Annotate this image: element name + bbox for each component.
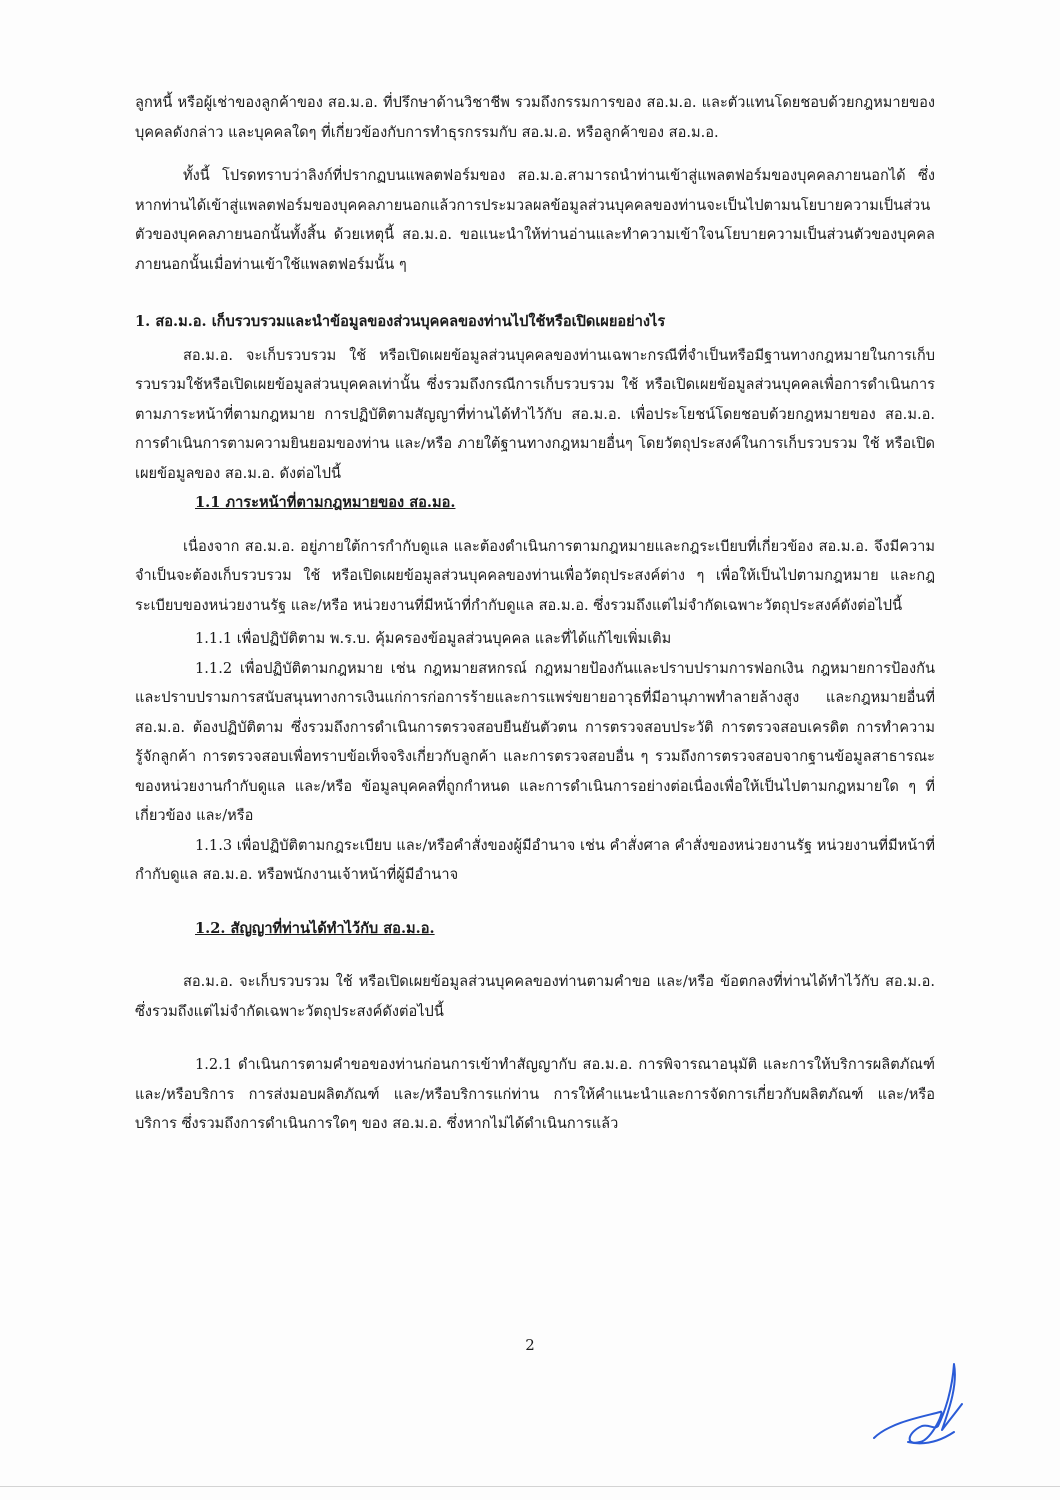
list-item: 1.1.3 เพื่อปฏิบัติตามกฎระเบียบ และ/หรือคำสั่งของผู้มีอำนาจ เช่น คำสั่งศาล คำสั่งของหน่วยงานรัฐ หน่วยงานที่มีหน้าที่กำกับดูแล สอ.ม.อ. หรือพนักงานเจ้าหน้าที่ผู้มีอำนาจ	[135, 836, 935, 883]
page-edge-line	[0, 1486, 1060, 1487]
subsection-heading: 1.1 ภาระหน้าที่ตามกฎหมายของ สอ.มอ.	[195, 494, 456, 511]
paragraph: เนื่องจาก สอ.ม.อ. อยู่ภายใต้การกำกับดูแล และต้องดำเนินการตามกฎหมายและกฎระเบียบที่เกี่ยวข้อง สอ.ม.อ. จึงมีความจำเป็นจะต้องเก็บรวบรวม ใช้ หรือเปิดเผยข้อมูลส่วนบุคคลของท่านเพื่อวัตถุประสงค์ต่าง ๆ เพื่อให้เป็นไปตามกฎหมาย และกฎระเบียบของหน่วยงานรัฐ และ/หรือ หน่วยงานที่มีหน้าที่กำกับดูแล สอ.ม.อ. ซึ่งรวมถึงแต่ไม่จำกัดเฉพาะวัตถุประสงค์ดังต่อไปนี้	[135, 537, 935, 614]
subsection-heading: 1.2. สัญญาที่ท่านได้ทำไว้กับ สอ.ม.อ.	[195, 919, 435, 937]
page-number: 2	[525, 1336, 535, 1354]
document-body	[135, 88, 935, 1139]
list-item: 1.1.1 เพื่อปฏิบัติตาม พ.ร.บ. คุ้มครองข้อมูลส่วนบุคคล และที่ได้แก้ไขเพิ่มเติม	[195, 630, 672, 647]
list-item: 1.1.2 เพื่อปฏิบัติตามกฎหมาย เช่น กฎหมายสหกรณ์ กฎหมายป้องกันและปราบปรามการฟอกเงิน กฎหมายการป้องกันและปราบปรามการสนับสนุนทางการเงินแก่การก่อการร้ายและการแพร่ขยายอาวุธที่มีอานุภาพทำลายล้างสูง และกฎหมายอื่นที่ สอ.ม.อ. ต้องปฏิบัติตาม ซึ่งรวมถึงการดำเนินการตรวจสอบยืนยันตัวตน การตรวจสอบประวัติ การตรวจสอบเครดิต การทำความรู้จักลูกค้า การตรวจสอบเพื่อทราบข้อเท็จจริงเกี่ยวกับลูกค้า และการตรวจสอบอื่น ๆ รวมถึงการตรวจสอบจากฐานข้อมูลสาธารณะของหน่วยงานกำกับดูแล และ/หรือ ข้อมูลบุคคลที่ถูกกำหนด และการดำเนินการอย่างต่อเนื่องเพื่อให้เป็นไปตามกฎหมายใด ๆ ที่เกี่ยวข้อง และ/หรือ	[135, 659, 935, 824]
paragraph: สอ.ม.อ. จะเก็บรวบรวม ใช้ หรือเปิดเผยข้อมูลส่วนบุคคลของท่านตามคำขอ และ/หรือ ข้อตกลงที่ท่านได้ทำไว้กับ สอ.ม.อ. ซึ่งรวมถึงแต่ไม่จำกัดเฉพาะวัตถุประสงค์ดังต่อไปนี้	[135, 973, 935, 1020]
section-heading: 1. สอ.ม.อ. เก็บรวบรวมและนำข้อมูลของส่วนบุคคลของท่านไปใช้หรือเปิดเผยอย่างไร	[135, 313, 666, 330]
paragraph: สอ.ม.อ. จะเก็บรวบรวม ใช้ หรือเปิดเผยข้อมูลส่วนบุคคลของท่านเฉพาะกรณีที่จำเป็นหรือมีฐานทางกฎหมายในการเก็บรวบรวมใช้หรือเปิดเผยข้อมูลส่วนบุคคลเท่านั้น ซึ่งรวมถึงกรณีการเก็บรวบรวม ใช้ หรือเปิดเผยข้อมูลส่วนบุคคลเพื่อการดำเนินการตามภาระหน้าที่ตามกฎหมาย การปฏิบัติตามสัญญาที่ท่านได้ทำไว้กับ สอ.ม.อ. เพื่อประโยชน์โดยชอบด้วยกฎหมายของ สอ.ม.อ. การดำเนินการตามความยินยอมของท่าน และ/หรือ ภายใต้ฐานทางกฎหมายอื่นๆ โดยวัตถุประสงค์ในการเก็บรวบรวม ใช้ หรือเปิดเผยข้อมูลของ สอ.ม.อ. ดังต่อไปนี้	[135, 346, 935, 482]
list-item: 1.2.1 ดำเนินการตามคำขอของท่านก่อนการเข้าทำสัญญากับ สอ.ม.อ. การพิจารณาอนุมัติ และการให้บริการผลิตภัณฑ์และ/หรือบริการ การส่งมอบผลิตภัณฑ์ และ/หรือบริการแก่ท่าน การให้คำแนะนำและการจัดการเกี่ยวกับผลิตภัณฑ์ และ/หรือบริการ ซึ่งรวมถึงการดำเนินการใดๆ ของ สอ.ม.อ. ซึ่งหากไม่ได้ดำเนินการแล้ว	[135, 1056, 935, 1132]
handwritten-signature-icon	[868, 1352, 968, 1452]
paragraph: ลูกหนี้ หรือผู้เช่าของลูกค้าของ สอ.ม.อ. ที่ปรึกษาด้านวิชาชีพ รวมถึงกรรมการของ สอ.ม.อ. และตัวแทนโดยชอบด้วยกฎหมายของบุคคลดังกล่าว และบุคคลใดๆ ที่เกี่ยวข้องกับการทำธุรกรรมกับ สอ.ม.อ. หรือลูกค้าของ สอ.ม.อ.	[135, 94, 935, 141]
paragraph: ทั้งนี้ โปรดทราบว่าลิงก์ที่ปรากฏบนแพลตฟอร์มของ สอ.ม.อ.สามารถนำท่านเข้าสู่แพลตฟอร์มของบุคคลภายนอกได้ ซึ่งหากท่านได้เข้าสู่แพลตฟอร์มของบุคคลภายนอกแล้วการประมวลผลข้อมูลส่วนบุคคลของท่านจะเป็นไปตามนโยบายความเป็นส่วนตัวของบุคคลภายนอกนั้นทั้งสิ้น ด้วยเหตุนี้ สอ.ม.อ. ขอแนะนำให้ท่านอ่านและทำความเข้าใจนโยบายความเป็นส่วนตัวของบุคคลภายนอกนั้นเมื่อท่านเข้าใช้แพลตฟอร์มนั้น ๆ	[135, 167, 935, 273]
